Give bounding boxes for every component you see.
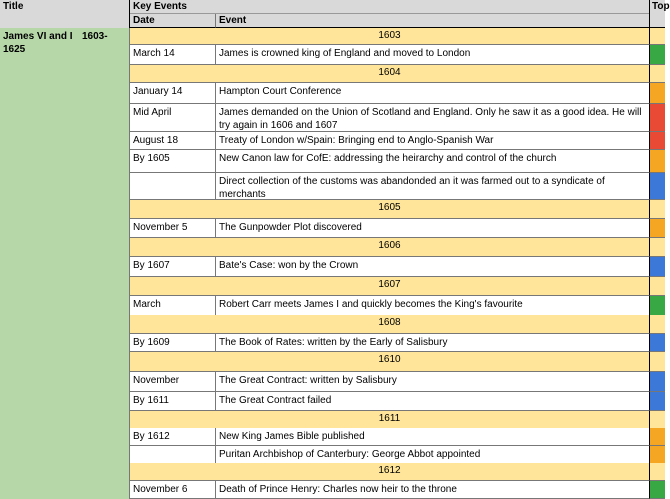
event-cell[interactable]: James is crowned king of England and moved to London (216, 45, 649, 65)
topic-color-cell-blue[interactable] (649, 372, 665, 392)
event-cell[interactable]: Hampton Court Conference (216, 83, 649, 104)
date-cell[interactable]: March 14 (130, 45, 216, 65)
period-span-start: 1603- (82, 31, 108, 42)
year-band[interactable] (130, 238, 649, 257)
date-cell[interactable]: By 1605 (130, 150, 216, 173)
event-cell[interactable]: Direct collection of the customs was abandonded an it was farmed out to a syndicate of merchants (216, 173, 649, 200)
year-topic-cell[interactable] (649, 277, 665, 296)
period-name: James VI and I (3, 31, 73, 42)
year-topic-cell[interactable] (649, 238, 665, 257)
topic-column-header (649, 0, 670, 28)
date-cell[interactable]: November 5 (130, 219, 216, 238)
event-column-header (216, 14, 649, 28)
topic-color-cell-green[interactable] (649, 481, 665, 499)
topic-color-cell-blue[interactable] (649, 334, 665, 352)
topic-header-label: Top (652, 1, 670, 12)
year-label: 1604 (378, 67, 401, 78)
year-band[interactable] (130, 277, 649, 296)
topic-color-cell-red[interactable] (649, 104, 665, 132)
year-band[interactable] (130, 463, 649, 481)
year-label: 1607 (378, 279, 401, 290)
year-topic-cell[interactable] (649, 463, 665, 481)
event-cell[interactable]: Puritan Archbishop of Canterbury: George Abbot appointed (216, 446, 649, 465)
date-cell[interactable]: By 1609 (130, 334, 216, 352)
event-cell[interactable]: The Great Contract failed (216, 392, 649, 411)
year-label: 1612 (378, 465, 401, 476)
key-events-header (130, 0, 649, 14)
year-topic-cell[interactable] (649, 352, 665, 372)
year-topic-cell[interactable] (649, 411, 665, 429)
year-band[interactable] (130, 28, 649, 45)
year-band[interactable] (130, 352, 649, 372)
date-cell[interactable]: By 1607 (130, 257, 216, 277)
year-band[interactable] (130, 65, 649, 83)
year-band[interactable] (130, 200, 649, 219)
year-topic-cell[interactable] (649, 200, 665, 219)
event-cell[interactable]: The Gunpowder Plot discovered (216, 219, 649, 238)
date-cell[interactable]: March (130, 296, 216, 316)
event-cell[interactable]: The Great Contract: written by Salisbury (216, 372, 649, 392)
year-label: 1605 (378, 202, 401, 213)
topic-color-cell-orange[interactable] (649, 150, 665, 173)
date-cell[interactable]: By 1611 (130, 392, 216, 411)
topic-color-cell-orange[interactable] (649, 83, 665, 104)
event-cell[interactable]: James demanded on the Union of Scotland and England. Only he saw it as a good idea. He will try again in 1606 and 1607 (216, 104, 649, 132)
year-label: 1611 (378, 413, 401, 424)
year-band[interactable] (130, 411, 649, 429)
date-cell[interactable]: Mid April (130, 104, 216, 132)
topic-color-cell-red[interactable] (649, 132, 665, 150)
event-cell[interactable]: New King James Bible published (216, 428, 649, 446)
year-label: 1603 (378, 30, 401, 41)
event-cell[interactable]: Bate's Case: won by the Crown (216, 257, 649, 277)
date-cell[interactable] (130, 173, 216, 200)
key-events-label: Key Events (133, 1, 187, 12)
date-header-label: Date (133, 15, 155, 26)
year-topic-cell[interactable] (649, 315, 665, 334)
topic-color-cell-orange[interactable] (649, 219, 665, 238)
date-cell[interactable]: November 6 (130, 481, 216, 499)
event-header-label: Event (219, 15, 247, 26)
date-cell[interactable]: November (130, 372, 216, 392)
year-topic-cell[interactable] (649, 65, 665, 83)
year-band[interactable] (130, 315, 649, 334)
event-cell[interactable]: Death of Prince Henry: Charles now heir to the throne (216, 481, 649, 499)
title-column-header (0, 0, 130, 28)
topic-color-cell-blue[interactable] (649, 392, 665, 411)
event-cell[interactable]: Treaty of London w/Spain: Bringing end to Anglo-Spanish War (216, 132, 649, 150)
date-cell[interactable]: January 14 (130, 83, 216, 104)
year-label: 1608 (378, 317, 401, 328)
date-cell[interactable]: By 1612 (130, 428, 216, 446)
event-cell[interactable]: Robert Carr meets James I and quickly becomes the King's favourite (216, 296, 649, 316)
year-topic-cell[interactable] (649, 28, 665, 45)
topic-color-cell-blue[interactable] (649, 257, 665, 277)
year-label: 1610 (378, 354, 401, 365)
title-header-label: Title (3, 1, 24, 12)
event-cell[interactable]: The Book of Rates: written by the Early of Salisbury (216, 334, 649, 352)
topic-color-cell-blue[interactable] (649, 173, 665, 200)
period-span-end: 1625 (3, 44, 26, 55)
topic-color-cell-orange[interactable] (649, 428, 665, 446)
period-title-cell[interactable] (0, 28, 130, 499)
year-label: 1606 (378, 240, 401, 251)
event-cell[interactable]: New Canon law for CofE: addressing the heirarchy and control of the church (216, 150, 649, 173)
topic-color-cell-green[interactable] (649, 45, 665, 65)
topic-color-cell-green[interactable] (649, 296, 665, 316)
date-cell[interactable]: August 18 (130, 132, 216, 150)
date-column-header (130, 14, 216, 28)
